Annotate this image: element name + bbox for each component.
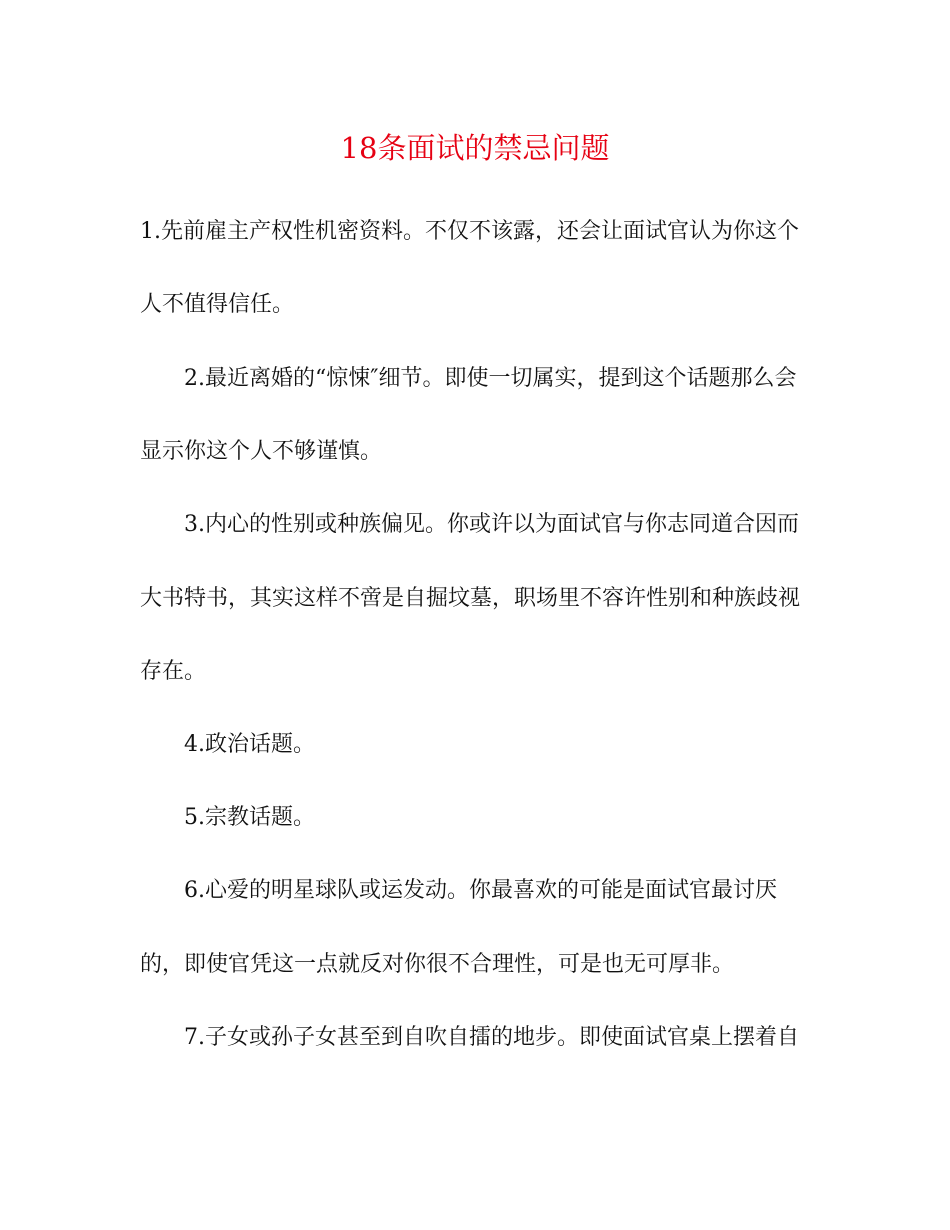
paragraph-4-line-1: 4.政治话题。: [184, 732, 315, 757]
paragraph-2-line-2: 显示你这个人不够谨慎。: [140, 439, 383, 464]
document-title: 18条面试的禁忌问题: [340, 131, 610, 165]
paragraph-1-line-2: 人不值得信任。: [140, 292, 295, 317]
paragraph-5-line-1: 5.宗教话题。: [184, 805, 315, 830]
paragraph-3-line-2: 大书特书，其实这样不啻是自掘坟墓，职场里不容许性别和种族歧视: [140, 586, 801, 611]
paragraph-1-line-1: 1.先前雇主产权性机密资料。不仅不该露，还会让面试官认为你这个: [140, 219, 799, 244]
paragraph-6-line-2: 的，即使官凭这一点就反对你很不合理性，可是也无可厚非。: [140, 952, 735, 977]
paragraph-3-line-1: 3.内心的性别或种族偏见。你或许以为面试官与你志同道合因而: [184, 512, 799, 537]
paragraph-3-line-3: 存在。: [140, 659, 207, 684]
paragraph-7-line-1: 7.子女或孙子女甚至到自吹自擂的地步。即使面试官桌上摆着自: [184, 1025, 799, 1050]
paragraph-6-line-1: 6.心爱的明星球队或运发动。你最喜欢的可能是面试官最讨厌: [184, 878, 777, 903]
paragraph-2-line-1: 2.最近离婚的“惊悚″细节。即使一切属实，提到这个话题那么会: [184, 366, 797, 391]
